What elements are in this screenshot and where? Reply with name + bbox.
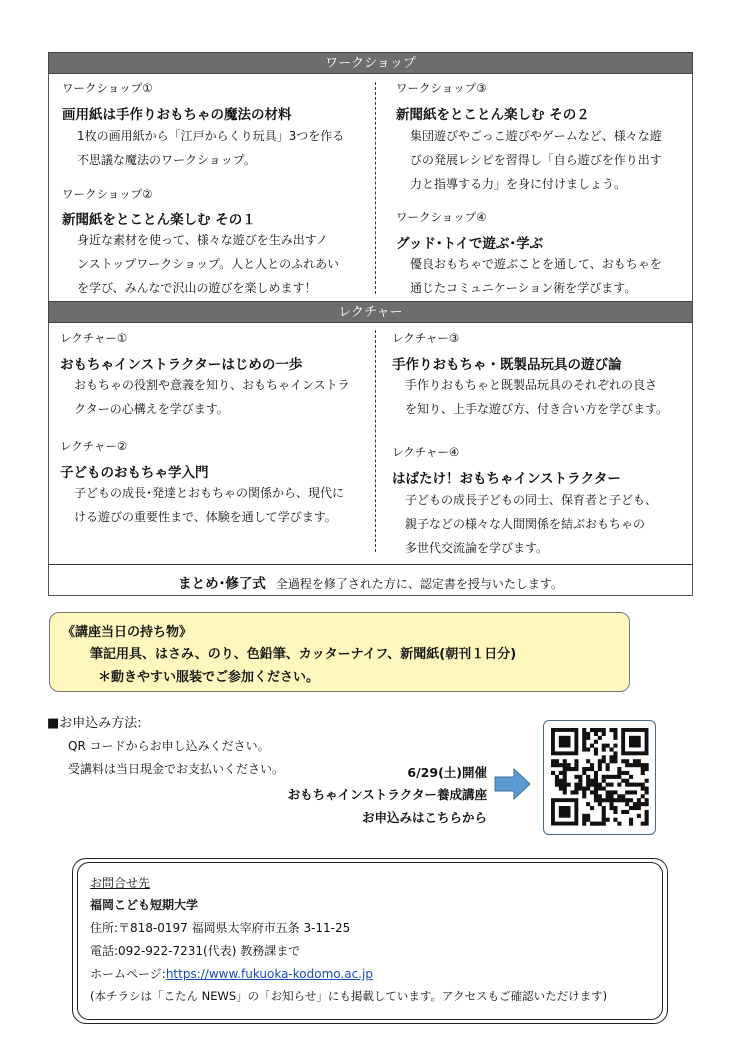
desc-line: ける遊びの重要性まで、体験を通して学びます。 [74, 510, 337, 524]
desc-line: 1枚の画用紙から「江戸からくり玩具」3つを作る [77, 129, 345, 143]
workshop-2-title: 新聞紙をとことん楽しむ その１ [62, 212, 256, 228]
arrow-right-icon [494, 767, 532, 801]
application-line-2: 受講料は当日現金でお支払いください。 [68, 762, 285, 776]
desc-line: 多世代交流論を学びます。 [405, 541, 549, 555]
qr-code-icon[interactable] [544, 721, 655, 834]
workshop-3-desc [410, 124, 662, 196]
summary-divider [48, 564, 693, 565]
lecture-3-title: 手作りおもちゃ・既製品玩具の遊び論 [392, 357, 622, 373]
desc-line: を知り、上手な遊び方、付き合い方を学びます。 [405, 402, 669, 416]
homepage-label: ホームページ: [90, 967, 166, 981]
event-date: 6/29(土)開催 [407, 765, 487, 780]
workshop-divider [375, 82, 376, 294]
lecture-4-title: はばたけ！おもちゃインストラクター [392, 471, 621, 487]
contact-phone: 電話:092-922-7231(代表) 教務課まで [90, 944, 301, 958]
lecture-2-label: レクチャー② [60, 439, 128, 453]
summary-row [48, 572, 693, 592]
desc-line: 不思議な魔法のワークショップ。 [77, 153, 256, 167]
contact-homepage [90, 965, 373, 982]
application-heading: ■お申込み方法: [47, 716, 142, 731]
lecture-1-title: おもちゃインストラクターはじめの一歩 [60, 357, 303, 373]
workshop-1-desc [77, 124, 344, 172]
apply-here[interactable]: お申込みはこちらから [361, 810, 487, 825]
desc-line: 通じたコミュニケーション術を学びます。 [410, 281, 637, 295]
lecture-1-desc [74, 373, 350, 421]
lecture-header: レクチャー [48, 301, 693, 323]
lecture-4-desc [405, 488, 657, 560]
desc-line: おもちゃの役割や意義を知り、おもちゃインストラ [74, 378, 350, 392]
workshop-2-label: ワークショップ② [62, 187, 153, 201]
event-name: おもちゃインストラクター養成講座 [287, 787, 487, 802]
workshop-1-label: ワークショップ① [62, 81, 153, 95]
desc-line: 子どもの成長子どもの同士、保育者と子ども、 [405, 493, 658, 507]
contact-note: (本チラシは「こたん NEWS」の「お知らせ」にも掲載しています。アクセスもご確認いただけます) [90, 989, 608, 1003]
workshop-3-label: ワークショップ③ [396, 81, 487, 95]
homepage-link[interactable]: https://www.fukuoka-kodomo.ac.jp [165, 967, 373, 981]
contact-org: 福岡こども短期大学 [90, 898, 199, 912]
belongings-title: 《講座当日の持ち物》 [62, 625, 193, 640]
desc-line: を学び、みんなで沢山の遊びを楽しめます！ [77, 281, 317, 295]
lecture-divider [375, 330, 376, 552]
desc-line: 手作りおもちゃと既製品玩具のそれぞれの良さ [405, 378, 658, 392]
workshop-4-label: ワークショップ④ [396, 210, 487, 224]
workshop-4-title: グッド･トイで遊ぶ･学ぶ [396, 236, 544, 252]
workshop-3-title: 新聞紙をとことん楽しむ その２ [396, 107, 590, 123]
summary-text: 全過程を修了された方に、認定書を授与いたします。 [275, 577, 563, 591]
desc-line: 力と指導する力」を身に付けましょう。 [410, 177, 627, 191]
desc-line: ンストップワークショップ。人と人とのふれあい [77, 257, 340, 271]
desc-line: クターの心構えを学びます。 [74, 402, 229, 416]
contact-heading: お問合せ先 [90, 876, 151, 890]
workshop-1-title: 画用紙は手作りおもちゃの魔法の材料 [62, 107, 292, 123]
lecture-2-title: 子どものおもちゃ学入門 [60, 465, 209, 481]
desc-line: 親子などの様々な人間関係を結ぶおもちゃの [405, 517, 646, 531]
belongings-note: ＊動きやすい服装でご参加ください。 [98, 670, 320, 685]
desc-line: 身近な素材を使って、様々な遊びを生み出すノ [77, 233, 328, 247]
belongings-items: 筆記用具、はさみ、のり、色鉛筆、カッターナイフ、新聞紙(朝刊１日分) [90, 647, 517, 662]
application-line-1: QR コードからお申し込みください。 [68, 739, 270, 753]
lecture-4-label: レクチャー④ [392, 445, 460, 459]
desc-line: びの発展レシピを習得し「自ら遊びを作り出す [410, 153, 662, 167]
desc-line: 集団遊びやごっこ遊びやゲームなど、様々な遊 [410, 129, 662, 143]
workshop-header: ワークショップ [48, 52, 693, 74]
qr-code-frame[interactable] [543, 720, 656, 835]
lecture-1-label: レクチャー① [60, 331, 128, 345]
desc-line: 優良おもちゃで遊ぶことを通して、おもちゃを [410, 257, 662, 271]
contact-address: 住所:〒818-0197 福岡県太宰府市五条 3-11-25 [90, 921, 351, 935]
lecture-3-label: レクチャー③ [392, 331, 460, 345]
workshop-2-desc [77, 228, 339, 300]
desc-line: 子どもの成長･発達とおもちゃの関係から、現代に [74, 486, 345, 500]
summary-title: まとめ･修了式 [178, 576, 266, 592]
workshop-4-desc [410, 252, 662, 300]
lecture-2-desc [74, 481, 344, 529]
lecture-3-desc [405, 373, 668, 421]
